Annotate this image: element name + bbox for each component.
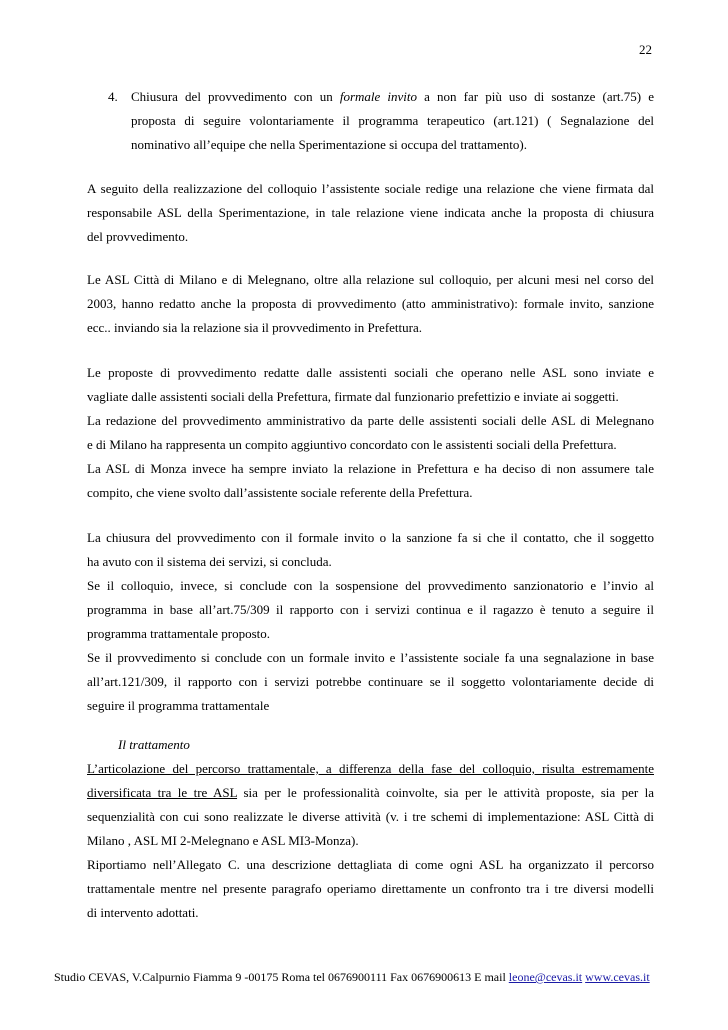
underlined-text: diversificata tra le tre ASL (87, 785, 238, 800)
text-line: sequenzialità con cui sono realizzate le diverse attività (v. i tre schemi di implementazione: ASL Città di (87, 809, 654, 824)
list-item-line: nominativo all’equipe che nella Sperimentazione si occupa del trattamento). (131, 137, 527, 152)
text-line: e di Milano ha rappresenta un compito aggiuntivo concordato con le assistenti sociali della Prefettura. (87, 437, 617, 452)
text-line: programma trattamentale proposto. (87, 626, 271, 641)
text-line: responsabile ASL della Sperimentazione, in tale relazione viene indicata anche la proposta di chiusura (87, 205, 654, 220)
footer-text: Studio CEVAS, V.Calpurnio Fiamma 9 -00175 Roma tel 0676900111 Fax 0676900613 E mail (54, 970, 509, 984)
text-line: vagliate dalle assistenti sociali della Prefettura, firmate dal funzionario prefettizio e inviate ai soggetti. (87, 389, 619, 404)
underlined-text: L’articolazione del percorso trattamentale, a differenza della fase del colloquio, risulta estremamente (87, 761, 654, 776)
text-line: diversificata tra le tre ASL sia per le professionalità coinvolte, sia per le attività proposte, sia per la (87, 785, 654, 800)
list-item-line: Chiusura del provvedimento con un formale invito a non far più uso di sostanze (art.75) e (131, 89, 654, 104)
text-line: La redazione del provvedimento amministrativo da parte delle assistenti sociali delle ASL di Melegnano (87, 413, 654, 428)
page-number: 22 (639, 42, 652, 57)
text-line: La ASL di Monza invece ha sempre inviato la relazione in Prefettura e ha deciso di non assumere tale (87, 461, 654, 476)
text-line: Le ASL Città di Milano e di Melegnano, oltre alla relazione sul colloquio, per alcuni mesi nel corso del (87, 272, 654, 287)
text-line: Riportiamo nell’Allegato C. una descrizione dettagliata di come ogni ASL ha organizzato il percorso (87, 857, 654, 872)
paragraph (87, 526, 654, 718)
text-line: compito, che viene svolto dall’assistente sociale referente della Prefettura. (87, 485, 473, 500)
text-line: del provvedimento. (87, 229, 189, 244)
website-link[interactable]: www.cevas.it (585, 970, 650, 984)
text-line: ecc.. inviando sia la relazione sia il provvedimento in Prefettura. (87, 320, 422, 335)
list-number: 4. (108, 89, 118, 104)
text-line: Le proposte di provvedimento redatte dalle assistenti sociali che operano nelle ASL sono inviate e (87, 365, 654, 380)
list-item-line: proposta di seguire volontariamente il programma terapeutico (art.121) ( Segnalazione del (131, 113, 654, 128)
text-line: Milano , ASL MI 2-Melegnano e ASL MI3-Monza). (87, 833, 359, 848)
italic-phrase: formale invito (339, 89, 418, 104)
text-line: La chiusura del provvedimento con il formale invito o la sanzione fa si che il contatto, che il soggetto (87, 530, 654, 545)
text-line: Se il provvedimento si conclude con un formale invito e l’assistente sociale fa una segnalazione in base (87, 650, 654, 665)
text-line: programma in base all’art.75/309 il rapporto con i servizi continua e il ragazzo è tenuto a seguire il (87, 602, 654, 617)
text-line: seguire il programma trattamentale (87, 698, 270, 713)
text-line: 2003, hanno redatto anche la proposta di provvedimento (atto amministrativo): formale invito, sanzione (87, 296, 654, 311)
section-heading: Il trattamento (118, 737, 190, 752)
paragraph (87, 361, 654, 505)
list-item (108, 85, 654, 157)
paragraph (87, 177, 654, 249)
paragraph (87, 268, 654, 340)
text-line: all’art.121/309, il rapporto con i servizi potrebbe continuare se il soggetto volontariamente decide di (87, 674, 654, 689)
text-line: trattamentale mentre nel presente paragrafo operiamo direttamente un confronto tra i tre diversi modelli (87, 881, 654, 896)
text-line: Se il colloquio, invece, si conclude con la sospensione del provvedimento sanzionatorio e l’invio al (87, 578, 654, 593)
text-line: ha avuto con il sistema dei servizi, si concluda. (87, 554, 332, 569)
email-link[interactable]: leone@cevas.it (508, 970, 583, 984)
page-footer (54, 970, 670, 985)
text-line: di intervento adottati. (87, 905, 199, 920)
text-line: A seguito della realizzazione del colloquio l’assistente sociale redige una relazione che viene firmata dal (87, 181, 654, 196)
paragraph (87, 757, 654, 925)
